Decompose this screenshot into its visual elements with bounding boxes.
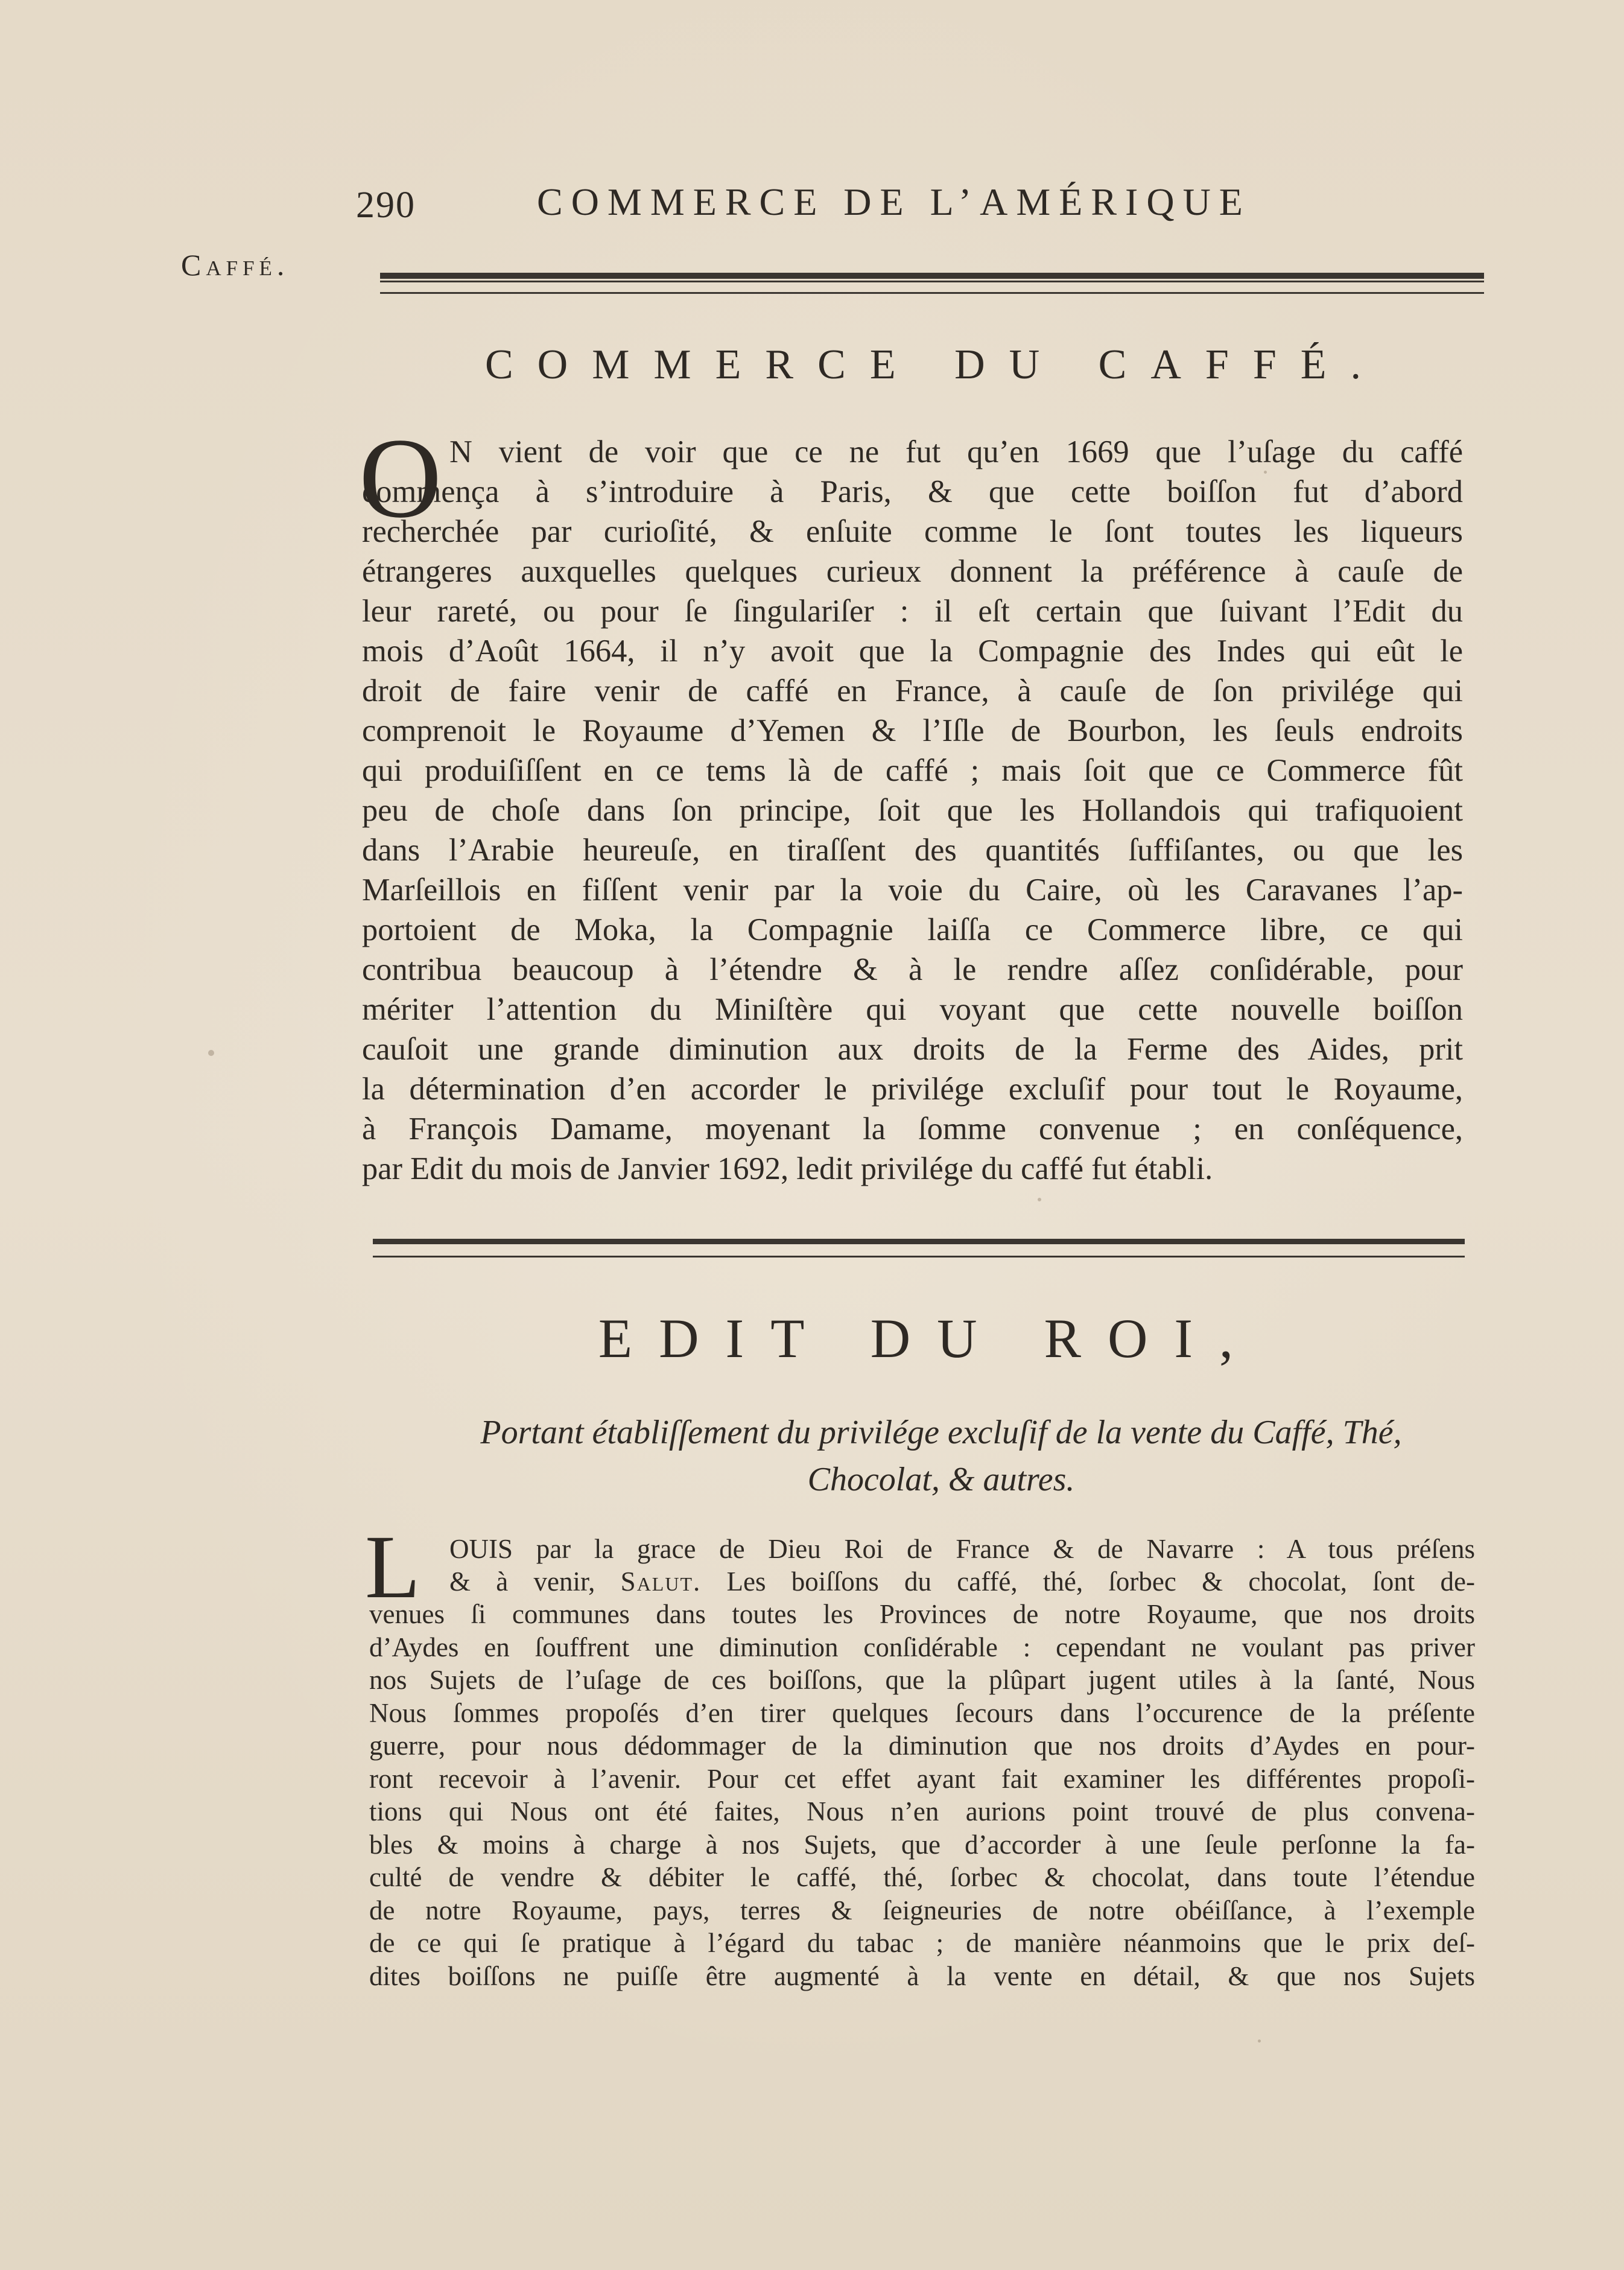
paragraph-line: qui produiſiſſent en ce tems là de caffé ; mais ſoit que ce Commerce fût <box>362 753 1463 788</box>
page-speck <box>1038 1198 1041 1201</box>
paragraph-body <box>362 472 1463 1189</box>
edict-text: & à venir, <box>449 1566 621 1597</box>
edict-subtitle-line: Chocolat, & autres. <box>807 1461 1075 1498</box>
paragraph-line: portoient de Moka, la Compagnie laiſſa ce Commerce libre, ce qui <box>362 912 1463 947</box>
paragraph-line: dans l’Arabie heureuſe, en tiraſſent des quantités ſuffiſantes, ou que les <box>362 833 1463 868</box>
edict-text: Les boiſſons du caffé, thé, ſorbec & chocolat, ſont de- <box>701 1566 1475 1597</box>
ornamental-rule <box>380 273 1484 282</box>
salut-word: Salut. <box>620 1566 702 1597</box>
paragraph-line: mériter l’attention du Miniſtère qui voyant que cette nouvelle boiſſon <box>362 992 1463 1027</box>
paragraph-line: leur rareté, ou pour ſe ſingulariſer : il eſt certain que ſuivant l’Edit du <box>362 594 1463 629</box>
paragraph-line: peu de choſe dans ſon principe, ſoit que les Hollandois qui trafiquoient <box>362 793 1463 828</box>
paragraph-line: étrangeres auxquelles quelques curieux donnent la préférence à cauſe de <box>362 554 1463 589</box>
section-title: COMMERCE DU CAFFÉ. <box>484 342 1386 388</box>
paragraph-line: la détermination d’en accorder le privilége excluſif pour tout le Royaume, <box>362 1072 1463 1107</box>
drop-cap: L <box>365 1517 420 1617</box>
paragraph-line: à François Damame, moyenant la ſomme convenue ; en conſéquence, <box>362 1111 1463 1146</box>
edict-title: EDIT DU ROI, <box>598 1308 1260 1369</box>
paragraph-line: comprenoit le Royaume d’Yemen & l’Iſle de Bourbon, les ſeuls endroits <box>362 713 1463 748</box>
page-number: 290 <box>356 185 416 226</box>
thin-rule <box>373 1256 1465 1257</box>
drop-cap: O <box>359 415 442 542</box>
paragraph-line: mois d’Août 1664, il n’y avoit que la Compagnie des Indes qui eût le <box>362 634 1463 669</box>
page-speck <box>208 1050 214 1056</box>
edict-body <box>369 1598 1475 1992</box>
paragraph-line: Marſeillois en fiſſent venir par la voie du Caire, où les Caravanes l’ap- <box>362 873 1463 908</box>
paragraph-line: recherchée par curioſité, & enſuite comme le ſont toutes les liqueurs <box>362 514 1463 549</box>
ornamental-rule <box>373 1239 1465 1247</box>
running-head: COMMERCE DE L’AMÉRIQUE <box>537 180 1251 223</box>
edict-line: de ce qui ſe pratique à l’égard du tabac ; de manière néanmoins que le prix deſ- <box>369 1928 1475 1958</box>
edict-line: de notre Royaume, pays, terres & ſeigneuries de notre obéiſſance, à l’exemple <box>369 1895 1475 1925</box>
edict-line: culté de vendre & débiter le caffé, thé, ſorbec & chocolat, dans toute l’étendue <box>369 1862 1475 1892</box>
edict-line: tions qui Nous ont été faites, Nous n’en aurions point trouvé de plus convena- <box>369 1796 1475 1826</box>
paragraph-first-line: N vient de voir que ce ne fut qu’en 1669 que l’uſage du caffé <box>449 434 1463 469</box>
paragraph-line: droit de faire venir de caffé en France, à cauſe de ſon privilége qui <box>362 673 1463 708</box>
paragraph-line: contribua beaucoup à l’étendre & à le rendre aſſez conſidérable, pour <box>362 952 1463 987</box>
edict-line: guerre, pour nous dédommager de la diminution que nos droits d’Aydes en pour- <box>369 1731 1475 1761</box>
edict-first-line: OUIS par la grace de Dieu Roi de France & de Navarre : A tous préſens <box>449 1534 1475 1564</box>
paragraph-line: commença à s’introduire à Paris, & que cette boiſſon fut d’abord <box>362 474 1463 509</box>
edict-subtitle-line: Portant établiſſement du privilége excluſif de la vente du Caffé, Thé, <box>480 1414 1402 1451</box>
edict-line: bles & moins à charge à nos Sujets, que d’accorder à une ſeule perſonne la fa- <box>369 1829 1475 1860</box>
page-speck <box>1258 2040 1261 2043</box>
edict-second-line <box>449 1565 1475 1598</box>
edict-line: nos Sujets de l’uſage de ces boiſſons, que la plûpart jugent utiles à la ſanté, Nous <box>369 1665 1475 1695</box>
thin-rule <box>380 292 1484 294</box>
edict-subtitle <box>362 1409 1520 1503</box>
edict-line: venues ſi communes dans toutes les Provinces de notre Royaume, que nos droits <box>369 1599 1475 1629</box>
margin-note: Caffé. <box>181 248 290 282</box>
edict-line: Nous ſommes propoſés d’en tirer quelques ſecours dans l’occurence de la préſente <box>369 1697 1475 1728</box>
edict-line: d’Aydes en ſouffrent une diminution conſidérable : cependant ne voulant pas priver <box>369 1632 1475 1662</box>
edict-line: dites boiſſons ne puiſſe être augmenté à la vente en détail, & que nos Sujets <box>369 1960 1475 1991</box>
edict-line: ront recevoir à l’avenir. Pour cet effet ayant fait examiner les différentes propoſi- <box>369 1763 1475 1794</box>
paragraph-line: par Edit du mois de Janvier 1692, ledit privilége du caffé fut établi. <box>362 1151 1213 1186</box>
paragraph-line: cauſoit une grande diminution aux droits de la Ferme des Aides, prit <box>362 1032 1463 1067</box>
